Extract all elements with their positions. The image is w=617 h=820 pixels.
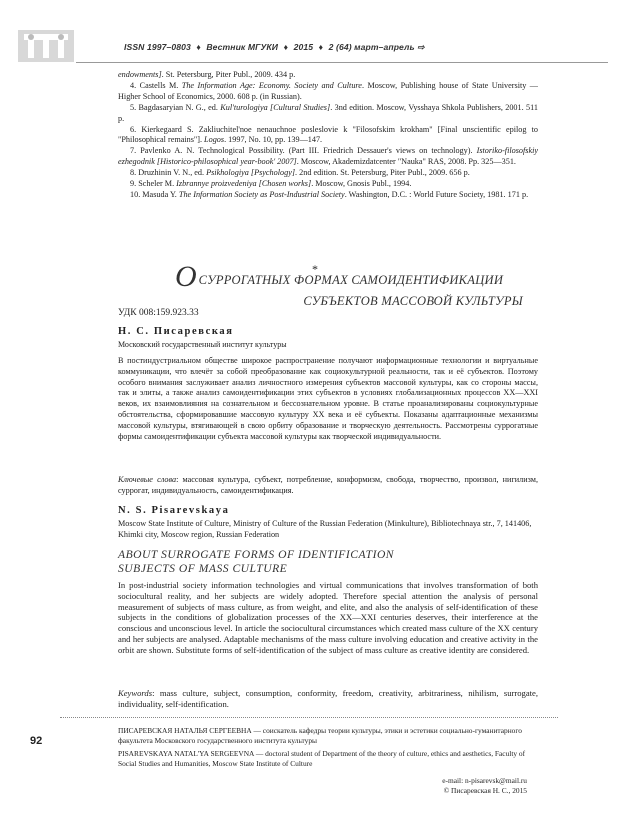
author-name-ru: Н. С. Писаревская	[118, 326, 234, 337]
arrow-icon: ⇨	[417, 42, 425, 52]
reference-item: 10. Masuda Y. The Information Society as Post-Industrial Society. Washington, D.C. : World Future Society, 1981. 171 p.	[130, 189, 529, 199]
section-separator: *	[312, 262, 318, 276]
separator: ♦	[283, 42, 289, 52]
author-name-en: N. S. Pisarevskaya	[118, 505, 230, 516]
reference-list	[118, 70, 538, 201]
reference-item: 5. Bagdasaryian N. G., ed. Kul'turologiya [Cultural Studies]. 3nd edition. Moscow, Vysshaya Shkola Publishers, 2001. 511 p.	[118, 102, 539, 123]
keywords-ru	[118, 475, 538, 497]
journal-year: 2015	[293, 42, 314, 52]
reference-item: 4. Castells M. The Information Age: Economy. Society and Culture. Moscow, Publishing house of State University — Higher School of Economics, 2000. 608 p. (in Russian).	[118, 80, 538, 101]
reference-item: 6. Kierkegaard S. Zakliuchitel'noe nenauchnoe posleslovie k "Filosofskim krokham" [Final unscientific epilog to "Philosophical remains"]. Logos. 1997, No. 10, pp. 139—147.	[118, 124, 538, 145]
issn: ISSN 1997–0803	[124, 42, 191, 52]
affiliation-en: Moscow State Institute of Culture, Ministry of Culture of the Russian Federation (Minkulture), Bibliotechnaya str., 7, 141406, Khimki city, Moscow region, Russian Federation	[118, 519, 532, 539]
keywords-label: Keywords	[118, 688, 153, 698]
journal-logo-icon	[18, 28, 74, 64]
keywords-en	[118, 688, 538, 710]
author-email: e-mail: n-pisarevsk@mail.ru	[442, 776, 527, 785]
title-line-2: СУБЪЕКТОВ МАССОВОЙ КУЛЬТУРЫ	[303, 294, 523, 308]
reference-item: 7. Pavlenko A. N. Technological Possibility. (Part III. Friedrich Dessauer's views on technology). Istoriko-filosofskiy ezhegodnik [Historico-philosophical year-book' 2007]. Moscow, Akademizdatcenter "Nauka" RAS, 2008. Pp. 325—351.	[118, 146, 538, 167]
author-footnote-en: PISAREVSKAYA NATAL'YA SERGEEVNA — doctoral student of Department of the theory of culture, ethics and aesthetics, Faculty of Social Studies and Humanities, Moscow State Institute of Culture	[118, 749, 526, 768]
title-initial: О	[175, 260, 197, 293]
separator: ♦	[318, 42, 324, 52]
keywords-text: : mass culture, subject, consumption, conformity, freedom, creativity, arbitrariness, nihilism, surrogate, individuality, self-identification.	[118, 688, 538, 709]
keywords-text: : массовая культура, субъект, потребление, конформизм, свобода, творчество, произвол, нигилизм, суррогат, индивидуальность, самоидентификация.	[118, 475, 538, 495]
journal-issue: 2 (64) март–апрель	[328, 42, 415, 52]
journal-name: Вестник МГУКИ	[206, 42, 279, 52]
abstract-en: In post-industrial society information technologies and virtual communications that involves transformation of both sociocultural reality, and her subjects are widely adopted. Therefore special attention the analysis of personal measurement of subjects of mass culture, as from weight, and elite, and also the analysis of self-identification of these subjects in the conditions of globalization processes of the XX—XXI centuries deserves, their interference at the conscious and unconscious level. In article the sociocultural circumstances which created mass culture of the XX century and her subjects are analysed. Adaptable mechanisms of the mass culture involving education and creative activity in the orbit are shown. Substitute forms of self-identification of the subject of mass culture as creative identity are considered.	[118, 580, 538, 655]
page-header	[18, 28, 608, 64]
affiliation-ru: Московский государственный институт культуры	[118, 340, 287, 349]
copyright: © Писаревская Н. С., 2015	[443, 786, 527, 795]
article-title-ru	[175, 262, 535, 309]
separator: ♦	[196, 42, 201, 52]
journal-running-head	[124, 42, 425, 53]
udk-code: УДК 008:159.923.33	[118, 308, 199, 318]
abstract-ru: В постиндустриальном обществе широкое распространение получают информационные технологии и виртуальные коммуникации, что влечёт за собой преобразование как социокультурной реальности, так и её субъектов. Поэтому особого внимания заслуживает анализ личностного измерения субъектов массовой культуры, как со стороны массы, так и элиты, а также анализ самоидентификации этих субъектов в условиях глобализационных процессов XX—XXI веков, их взаимовлияния на сознательном и бессознательном уровне. В статье проанализированы социокультурные обстоятельства, сформировавшие массовую культуру XX века и её субъекты. Показаны адаптационные механизмы массовой культуры, втягивающей в свою орбиту образование и творческую деятельность. Рассмотрены суррогатные формы самоидентификации субъекта массовой культуры как творческой индивидуальности.	[118, 356, 538, 441]
footnote-divider	[60, 717, 558, 718]
keywords-label: Ключевые слова	[118, 475, 177, 484]
reference-item: 8. Druzhinin V. N., ed. Psikhologiya [Psychology]. 2nd edition. St. Petersburg, Piter Publ., 2009. 656 p.	[130, 168, 470, 178]
article-title-en	[118, 548, 518, 575]
author-footnote-ru: ПИСАРЕВСКАЯ НАТАЛЬЯ СЕРГЕЕВНА — соискатель кафедры теории культуры, этики и эстетики социально-гуманитарного факультета Московского государственного института культуры	[118, 726, 522, 745]
title-line-1: ABOUT SURROGATE FORMS OF IDENTIFICATION	[118, 548, 395, 561]
title-line-1: СУРРОГАТНЫХ ФОРМАХ САМОИДЕНТИФИКАЦИИ	[198, 273, 504, 287]
reference-item: 9. Scheler M. Izbrannye proizvedeniya [Chosen works]. Moscow, Gnosis Publ., 1994.	[130, 179, 412, 189]
reference-item: endowments]. St. Petersburg, Piter Publ., 2009. 434 p.	[118, 70, 296, 79]
title-line-2: SUBJECTS OF MASS CULTURE	[118, 561, 288, 575]
page-number: 92	[30, 735, 43, 747]
header-rule	[76, 62, 608, 63]
